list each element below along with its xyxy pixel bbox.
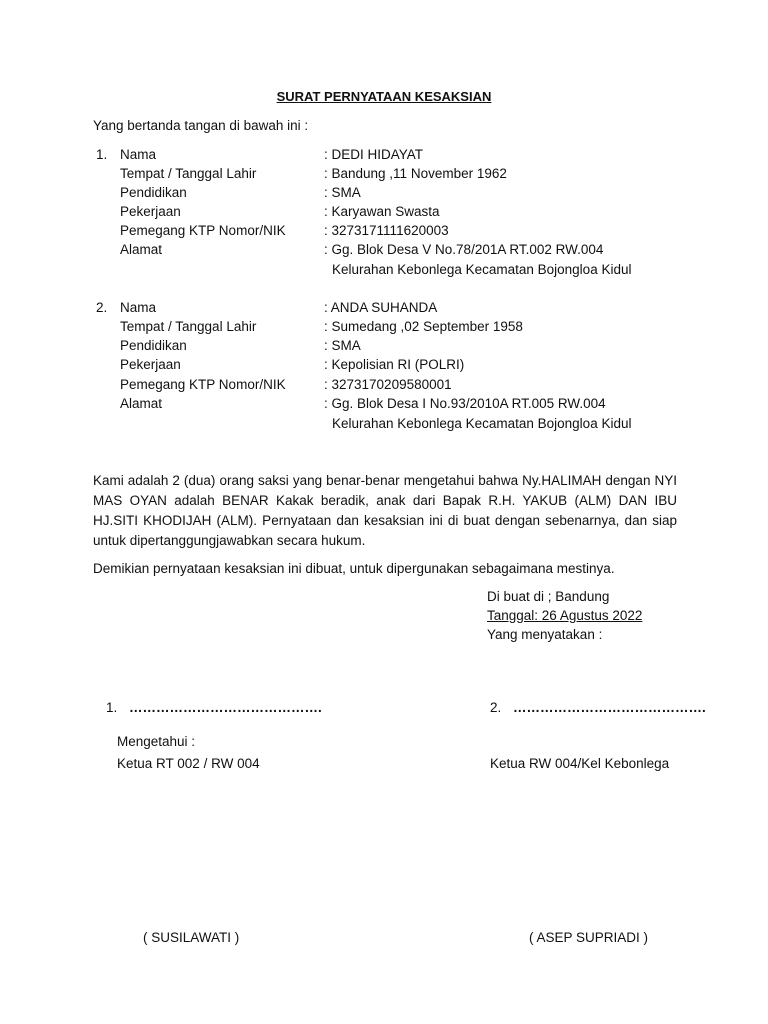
acknowledged-label: Mengetahui :: [117, 734, 196, 749]
field-value: : SMA: [324, 185, 361, 200]
signature-1-line: …………………………………….: [129, 700, 322, 715]
field-value: : ANDA SUHANDA: [324, 300, 438, 315]
field-label: Alamat: [120, 396, 163, 411]
field-value: : Karyawan Swasta: [324, 204, 440, 219]
field-label: Pendidikan: [120, 338, 187, 353]
signature-2-number: 2.: [490, 700, 502, 715]
field-value: : DEDI HIDAYAT: [324, 147, 424, 162]
declarer-text: Yang menyatakan :: [487, 627, 603, 642]
field-label: Pekerjaan: [120, 357, 181, 372]
field-value: : Gg. Blok Desa V No.78/201A RT.002 RW.004: [324, 242, 604, 257]
field-value: : Sumedang ,02 September 1958: [324, 319, 523, 334]
field-value: : Bandung ,11 November 1962: [324, 166, 507, 181]
address-line-2: Kelurahan Kebonlega Kecamatan Bojongloa Kidul: [332, 262, 632, 277]
field-value: : Gg. Blok Desa I No.93/2010A RT.005 RW.004: [324, 396, 606, 411]
official-1-title: Ketua RT 002 / RW 004: [117, 756, 260, 771]
signature-2-line: …………………………………….: [513, 700, 706, 715]
field-label: Alamat: [120, 242, 163, 257]
document-title: SURAT PERNYATAAN KESAKSIAN: [276, 89, 492, 104]
field-label: Pekerjaan: [120, 204, 181, 219]
field-label: Nama: [120, 147, 157, 162]
official-2-name: ( ASEP SUPRIADI ): [529, 930, 649, 945]
official-1-name: ( SUSILAWATI ): [143, 930, 240, 945]
field-value: : Kepolisian RI (POLRI): [324, 357, 465, 372]
field-label: Pemegang KTP Nomor/NIK: [120, 377, 286, 392]
field-label: Pendidikan: [120, 185, 187, 200]
field-label: Tempat / Tanggal Lahir: [120, 166, 257, 181]
intro-text: Yang bertanda tangan di bawah ini :: [93, 118, 309, 133]
field-value: : 3273170209580001: [324, 377, 452, 392]
date-text: Tanggal: 26 Agustus 2022: [487, 608, 643, 623]
official-2-title: Ketua RW 004/Kel Kebonlega: [490, 756, 670, 771]
field-value: : 3273171111620003: [324, 223, 449, 238]
witness-number: 1.: [96, 147, 108, 162]
place-text: Di buat di ; Bandung: [487, 589, 610, 604]
field-label: Tempat / Tanggal Lahir: [120, 319, 257, 334]
witness-number: 2.: [96, 300, 108, 315]
statement-paragraph: Kami adalah 2 (dua) orang saksi yang benar-benar mengetahui bahwa Ny.HALIMAH dengan NYI MAS OYAN adalah BENAR Kakak beradik, anak dari Bapak R.H. YAKUB (ALM) DAN IBU HJ.SITI KHODIJAH (ALM). Pernyataan dan kesaksian ini di buat dengan sebenarnya, dan siap untuk dipertanggungjawabkan secara hukum.: [93, 473, 677, 548]
field-value: : SMA: [324, 338, 361, 353]
field-label: Pemegang KTP Nomor/NIK: [120, 223, 286, 238]
address-line-2: Kelurahan Kebonlega Kecamatan Bojongloa Kidul: [332, 416, 632, 431]
closing-paragraph: Demikian pernyataan kesaksian ini dibuat, untuk dipergunakan sebagaimana mestinya.: [93, 561, 615, 576]
signature-1-number: 1.: [106, 700, 118, 715]
field-label: Nama: [120, 300, 157, 315]
